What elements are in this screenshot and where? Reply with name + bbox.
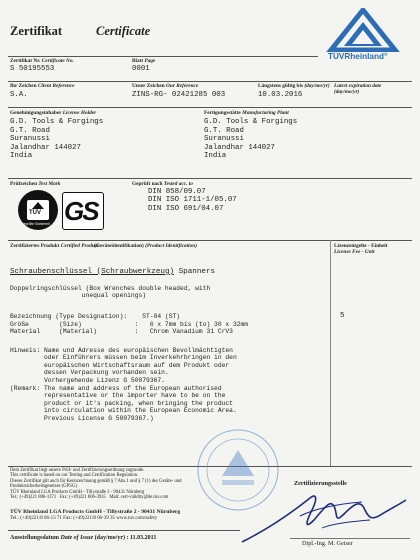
fee-de-label: Lizenzentgelte - Einheit xyxy=(334,243,388,249)
logo-text: TÜVRheinland xyxy=(328,52,384,61)
product-title: Schraubenschlüssel (Schraubwerkzeug) Spanners xyxy=(10,268,216,276)
fee-value: 5 xyxy=(340,312,345,320)
cert-number-value: S 50195553 xyxy=(10,65,55,73)
footer-contact: Tel.: (+49)221/8 06-13 71 Fax: (+49)221/8 06-39 35 www.tuv.com/safety xyxy=(10,516,158,521)
product-description: Doppelringschlüssel (Box Wrenches double headed, with unequal openings) xyxy=(10,285,211,300)
page-value: 0001 xyxy=(132,65,150,73)
client-ref-label: Ihr Zeichen Client Reference xyxy=(10,83,75,89)
fee-en-label: License Fee - Unit xyxy=(334,249,375,255)
license-holder-address: G.D. Tools & Forgings G.T. Road Suranussi Jalandhar 144027 India xyxy=(10,118,104,161)
footer-legal: Dem Zertifikat liegt unsere Prüf- und Zertifizierungsordnung zugrunde. This certificate is based on our Testing and Certification Regulation. Dieses Zertifikat gilt auch für Kennzeichnung gemäß § 7 Abs.1 und § 7 (1) des Geräte- und Produktsicherheitsgesetzes (GPSG). TÜV Rheinland LGA Products GmbH - Tillystraße 2 - 90431 Nürnberg Tel.: (+49)221 806-1371 Fax: (+49)221 806-3935 Mail: cert-validity@de.tuv.com xyxy=(10,468,182,501)
title-de: Zertifikat xyxy=(10,24,63,38)
page-label: Blatt Page xyxy=(132,58,156,64)
client-ref-value: S.A. xyxy=(10,91,28,99)
plant-label: Fertigungsstätte Manufacturing Plant xyxy=(204,110,289,116)
cert-number-label: Zertifikat Nr. Certificate No. xyxy=(10,58,74,64)
license-holder-label: Genehmigungsinhaber License Holder xyxy=(10,110,97,116)
our-ref-value: ZINS-RG- 02421285 003 xyxy=(132,91,226,99)
footer-company: TÜV Rheinland LGA Products GmbH - Tillystraße 2 - 90431 Nürnberg xyxy=(10,509,181,515)
cert-body-label: Zertifizierungsstelle xyxy=(294,480,347,487)
issue-date-line: Ausstellungsdatum Date of Issue (day/mo/yr) : 11.03.2011 xyxy=(10,535,157,541)
note-en: (Remark: The name and address of the European authorised representative or the importer have to be on the product or it's packing, when bringing the product into circulation within the European Economic Area. Previous License G 50079367.) xyxy=(10,385,237,422)
product-spec-lines: Bezeichnung (Type Designation): ST-04 (ST) Größe (Size) : 6 x 7mm bis (to) 30 x 32mm Material (Material) : Chrom Vanadium 31 CrV3 xyxy=(10,313,249,336)
tested-acc-standards: DIN 858/09.07 DIN ISO 1711-1/05.07 DIN ISO 691/04.07 xyxy=(148,188,237,213)
product-ident-label: (Geräteidentifikation) (Product Identification) xyxy=(94,243,197,249)
tuv-logo: TÜVRheinland® xyxy=(326,8,400,64)
test-mark-label: Prüfzeichen Test Mark xyxy=(10,181,61,187)
tuv-triangle-icon xyxy=(326,8,400,52)
title-en: Certificate xyxy=(96,24,151,38)
gs-mark-text: GS xyxy=(64,196,98,226)
product-header-label: Zertifiziertes Produkt Certified Product xyxy=(10,243,99,249)
note-de: Hinweis: Name und Adresse des europäischen Bevollmächtigten oder Einführers müssen beim Inverkehrbringen in den europäischen Wirtschaftsraum auf dem Produkt oder dessen Verpackung vorhanden sein. Vorhergehende Lizenz G 50079367. xyxy=(10,347,237,384)
tested-acc-label: Geprüft nach Tested acc. to xyxy=(132,181,193,187)
tuv-mini-triangle-icon xyxy=(31,201,45,210)
valid-until-label: Längstens gültig bis (day/mo/yr) xyxy=(258,83,330,89)
our-ref-label: Unser Zeichen Our Reference xyxy=(132,83,199,89)
gs-mark xyxy=(62,192,104,230)
expiry-label: Latest expiration date xyxy=(334,83,382,89)
plant-address: G.D. Tools & Forgings G.T. Road Suranussi Jalandhar 144027 India xyxy=(204,118,298,161)
expiry-unit: (day/mo/yr) xyxy=(334,89,360,95)
valid-until-value: 10.03.2016 xyxy=(258,91,303,99)
tuv-test-seal: TÜV geprüfte Sicherheit xyxy=(18,190,58,230)
signatory-name: Dipl.-Ing. M. Geiser xyxy=(302,540,353,547)
